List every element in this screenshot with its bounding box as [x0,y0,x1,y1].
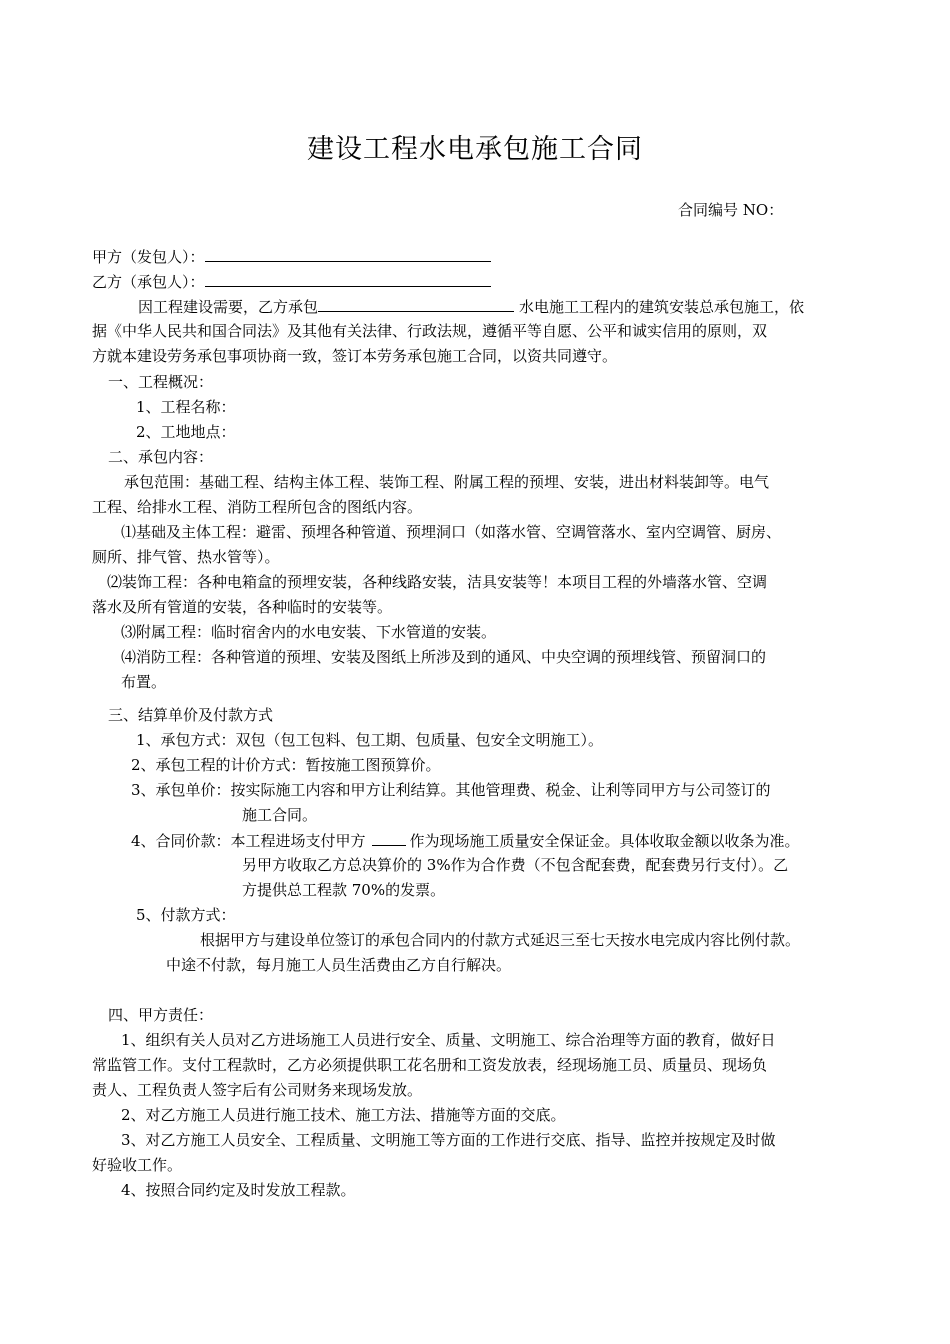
pricing-method-line: 2、承包工程的计价方式：暂按施工图预算价。 [131,756,441,774]
project-site-label: 2、工地地点： [136,423,236,441]
contract-title: 建设工程水电承包施工合同 [307,134,643,165]
contract-number-label: 合同编号 NO： [678,201,784,219]
scope-line-1: 承包范围：基础工程、结构主体工程、装饰工程、附属工程的预埋、安装，进出材料装卸等。电气 [124,473,770,491]
deposit-blank [372,830,406,846]
section-3-heading: 三、结算单价及付款方式 [108,706,274,724]
contract-price-post: 作为现场施工质量安全保证金。具体收取金额以收条为准。 [409,832,800,850]
decoration-line-2: 落水及所有管道的安装，各种临时的安装等。 [92,598,393,616]
intro-line-2: 据《中华人民共和国合同法》及其他有关法律、行政法规，遵循平等自愿、公平和诚实信用的原则，双 [92,322,768,340]
party-a-blank [205,246,491,262]
fire-line-2: 布置。 [121,673,167,691]
contract-price-line-1 [131,830,800,851]
contract-price-pre: 4、合同价款：本工程进场支付甲方 [131,832,366,850]
scope-line-2: 工程、给排水工程、消防工程所包含的图纸内容。 [92,498,423,516]
unit-price-line-1: 3、承包单价：按实际施工内容和甲方让利结算。其他管理费、税金、让利等同甲方与公司签订的 [131,781,771,799]
duty-3-line-2: 好验收工作。 [92,1156,183,1174]
unit-price-line-2: 施工合同。 [242,806,318,824]
section-4-heading: 四、甲方责任： [108,1006,214,1024]
intro-pre: 因工程建设需要，乙方承包 [138,298,319,316]
intro-line-1 [138,296,804,317]
party-b-line [92,271,491,292]
foundation-line-1: ⑴基础及主体工程：避雷、预埋各种管道、预埋洞口（如落水管、空调管落水、室内空调管、厨房、 [121,523,782,541]
intro-post: 水电施工工程内的建筑安装总承包施工，依 [519,298,805,316]
foundation-line-2: 厕所、排气管、热水管等）。 [92,548,280,566]
duty-1-line-3: 责人、工程负责人签字后有公司财务来现场发放。 [92,1081,423,1099]
payment-method-line-2: 中途不付款，每月施工人员生活费由乙方自行解决。 [166,956,512,974]
auxiliary-line: ⑶附属工程：临时宿舍内的水电安装、下水管道的安装。 [121,623,497,641]
party-a-label: 甲方（发包人）： [92,248,205,266]
duty-2-line: 2、对乙方施工人员进行施工技术、施工方法、措施等方面的交底。 [121,1106,566,1124]
duty-4-line: 4、按照合同约定及时发放工程款。 [121,1181,356,1199]
decoration-line-1: ⑵装饰工程：各种电箱盒的预埋安装，各种线路安装，洁具安装等！本项目工程的外墙落水管、空调 [107,573,768,591]
project-blank [318,296,514,312]
project-name-label: 1、工程名称： [136,398,236,416]
payment-method-line-1: 根据甲方与建设单位签订的承包合同内的付款方式延迟三至七天按水电完成内容比例付款。 [200,931,801,949]
contract-price-line-3: 方提供总工程款 70%的发票。 [242,881,446,899]
section-1-heading: 一、工程概况： [108,373,214,391]
duty-3-line-1: 3、对乙方施工人员安全、工程质量、文明施工等方面的工作进行交底、指导、监控并按规定及时做 [121,1131,776,1149]
duty-1-line-1: 1、组织有关人员对乙方进场施工人员进行安全、质量、文明施工、综合治理等方面的教育，做好日 [121,1031,776,1049]
fire-line-1: ⑷消防工程：各种管道的预埋、安装及图纸上所涉及到的通风、中央空调的预埋线管、预留洞口的 [121,648,767,666]
duty-1-line-2: 常监管工作。支付工程款时，乙方必须提供职工花名册和工资发放表，经现场施工员、质量员、现场负 [92,1056,768,1074]
contract-price-line-2: 另甲方收取乙方总决算价的 3%作为合作费（不包含配套费，配套费另行支付）。乙 [242,856,789,874]
intro-line-3: 方就本建设劳务承包事项协商一致，签订本劳务承包施工合同，以资共同遵守。 [92,347,618,365]
section-2-heading: 二、承包内容： [108,448,214,466]
payment-method-heading: 5、付款方式： [136,906,236,924]
party-a-line [92,246,491,267]
party-b-label: 乙方（承包人）： [92,273,205,291]
party-b-blank [205,271,491,287]
contract-mode-line: 1、承包方式：双包（包工包料、包工期、包质量、包安全文明施工）。 [136,731,604,749]
